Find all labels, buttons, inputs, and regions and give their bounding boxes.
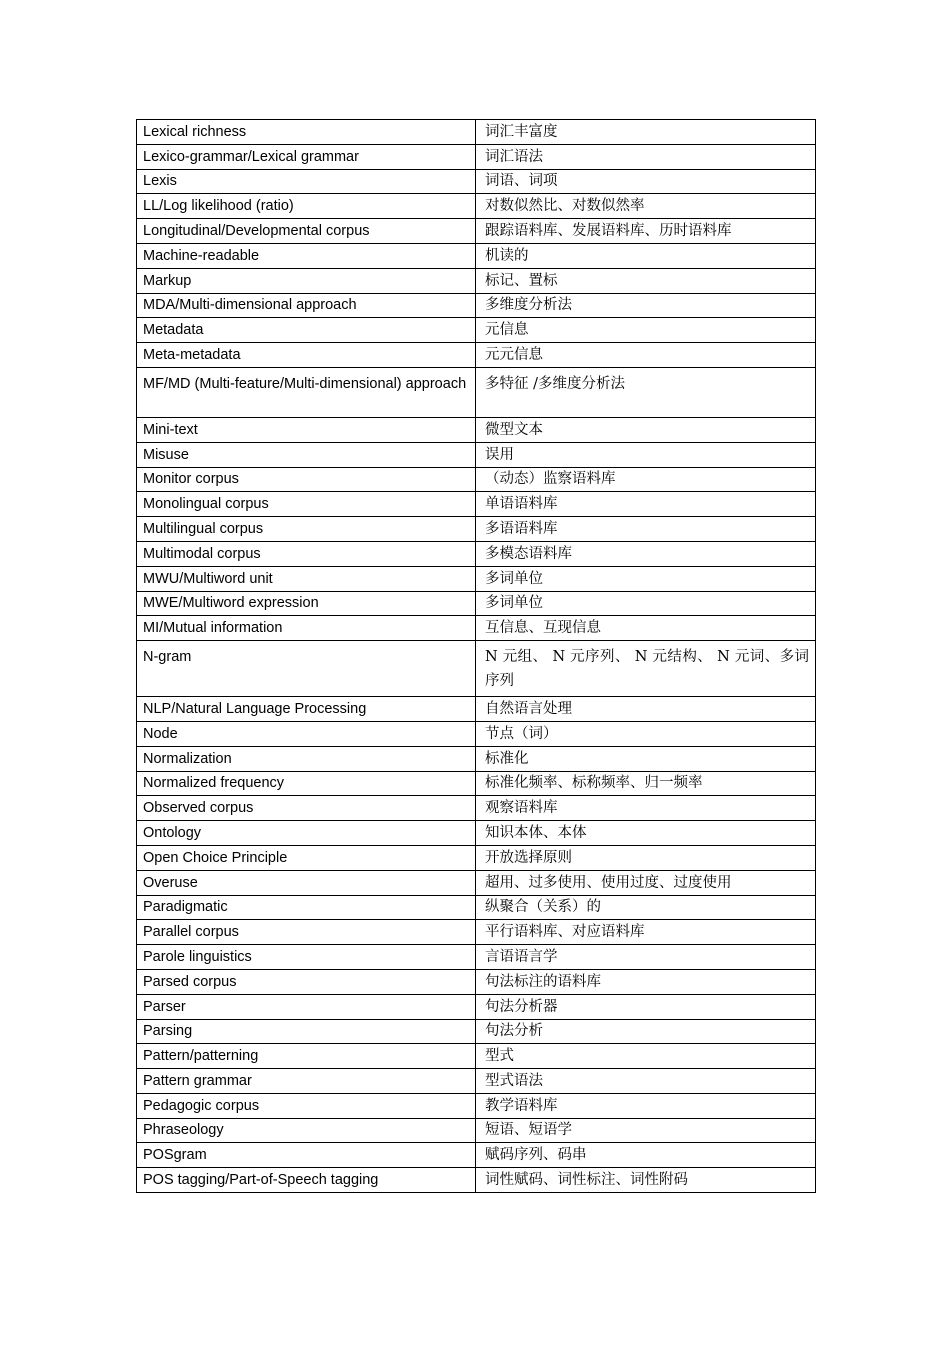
term-english: Lexis bbox=[137, 169, 476, 194]
term-english: Phraseology bbox=[137, 1118, 476, 1143]
table-row bbox=[137, 120, 816, 145]
term-chinese: 元元信息 bbox=[476, 343, 816, 368]
term-english: Normalized frequency bbox=[137, 771, 476, 796]
term-english: Mini-text bbox=[137, 417, 476, 442]
term-english: Parsed corpus bbox=[137, 969, 476, 994]
table-row bbox=[137, 268, 816, 293]
table-row bbox=[137, 1118, 816, 1143]
table-row bbox=[137, 641, 816, 697]
term-english: Normalization bbox=[137, 746, 476, 771]
term-english: Meta-metadata bbox=[137, 343, 476, 368]
term-chinese: 知识本体、本体 bbox=[476, 821, 816, 846]
term-english: Parser bbox=[137, 994, 476, 1019]
table-row bbox=[137, 591, 816, 616]
term-chinese: 词汇丰富度 bbox=[476, 120, 816, 145]
term-chinese: 多词单位 bbox=[476, 591, 816, 616]
term-english: Observed corpus bbox=[137, 796, 476, 821]
term-chinese: 赋码序列、码串 bbox=[476, 1143, 816, 1168]
term-english: Markup bbox=[137, 268, 476, 293]
term-english: Longitudinal/Developmental corpus bbox=[137, 219, 476, 244]
table-row bbox=[137, 219, 816, 244]
term-english: Pattern/patterning bbox=[137, 1044, 476, 1069]
term-english: Node bbox=[137, 721, 476, 746]
term-english: NLP/Natural Language Processing bbox=[137, 697, 476, 722]
term-chinese: 句法分析器 bbox=[476, 994, 816, 1019]
term-chinese: 型式 bbox=[476, 1044, 816, 1069]
table-row bbox=[137, 517, 816, 542]
term-english: Metadata bbox=[137, 318, 476, 343]
term-chinese: 机读的 bbox=[476, 243, 816, 268]
term-english: POS tagging/Part-of-Speech tagging bbox=[137, 1168, 476, 1193]
term-chinese: 节点（词） bbox=[476, 721, 816, 746]
term-chinese: 多特征 /多维度分析法 bbox=[476, 367, 816, 417]
term-english: Parallel corpus bbox=[137, 920, 476, 945]
term-english: Pedagogic corpus bbox=[137, 1093, 476, 1118]
table-row bbox=[137, 467, 816, 492]
term-english: MF/MD (Multi-feature/Multi-dimensional) approach bbox=[137, 367, 476, 417]
term-english: POSgram bbox=[137, 1143, 476, 1168]
term-chinese: 型式语法 bbox=[476, 1069, 816, 1094]
term-chinese: 句法标注的语料库 bbox=[476, 969, 816, 994]
term-english: MWE/Multiword expression bbox=[137, 591, 476, 616]
table-row bbox=[137, 367, 816, 417]
term-english: Parsing bbox=[137, 1019, 476, 1044]
table-row bbox=[137, 243, 816, 268]
term-english: Misuse bbox=[137, 442, 476, 467]
term-chinese: 短语、短语学 bbox=[476, 1118, 816, 1143]
table-row bbox=[137, 442, 816, 467]
term-chinese: 观察语料库 bbox=[476, 796, 816, 821]
table-row bbox=[137, 293, 816, 318]
glossary-table bbox=[136, 119, 816, 1193]
term-chinese: 自然语言处理 bbox=[476, 697, 816, 722]
term-english: Lexico-grammar/Lexical grammar bbox=[137, 144, 476, 169]
term-english: N-gram bbox=[137, 641, 476, 697]
term-english: MWU/Multiword unit bbox=[137, 566, 476, 591]
term-english: Pattern grammar bbox=[137, 1069, 476, 1094]
term-chinese: 多维度分析法 bbox=[476, 293, 816, 318]
table-row bbox=[137, 144, 816, 169]
term-english: Open Choice Principle bbox=[137, 845, 476, 870]
table-row bbox=[137, 492, 816, 517]
table-row bbox=[137, 721, 816, 746]
table-row bbox=[137, 566, 816, 591]
term-chinese: 词性赋码、词性标注、词性附码 bbox=[476, 1168, 816, 1193]
term-chinese: 开放选择原则 bbox=[476, 845, 816, 870]
term-chinese: 教学语料库 bbox=[476, 1093, 816, 1118]
table-row bbox=[137, 1069, 816, 1094]
table-row bbox=[137, 870, 816, 895]
term-english: Overuse bbox=[137, 870, 476, 895]
table-row bbox=[137, 969, 816, 994]
table-row bbox=[137, 845, 816, 870]
table-row bbox=[137, 1143, 816, 1168]
table-row bbox=[137, 796, 816, 821]
table-row bbox=[137, 746, 816, 771]
term-english: MDA/Multi-dimensional approach bbox=[137, 293, 476, 318]
term-chinese: 标记、置标 bbox=[476, 268, 816, 293]
term-chinese: 多模态语料库 bbox=[476, 541, 816, 566]
term-chinese: 句法分析 bbox=[476, 1019, 816, 1044]
term-chinese: 词语、词项 bbox=[476, 169, 816, 194]
term-english: Multimodal corpus bbox=[137, 541, 476, 566]
term-chinese: 平行语料库、对应语料库 bbox=[476, 920, 816, 945]
term-english: Multilingual corpus bbox=[137, 517, 476, 542]
table-row bbox=[137, 994, 816, 1019]
table-row bbox=[137, 318, 816, 343]
term-chinese: （动态）监察语料库 bbox=[476, 467, 816, 492]
term-chinese: 互信息、互现信息 bbox=[476, 616, 816, 641]
term-chinese: 词汇语法 bbox=[476, 144, 816, 169]
table-row bbox=[137, 771, 816, 796]
term-chinese: 多语语料库 bbox=[476, 517, 816, 542]
table-row bbox=[137, 895, 816, 920]
term-english: Monolingual corpus bbox=[137, 492, 476, 517]
term-english: MI/Mutual information bbox=[137, 616, 476, 641]
term-chinese: 标准化频率、标称频率、归一频率 bbox=[476, 771, 816, 796]
table-row bbox=[137, 343, 816, 368]
table-row bbox=[137, 1093, 816, 1118]
term-chinese: 跟踪语料库、发展语料库、历时语料库 bbox=[476, 219, 816, 244]
term-chinese: 纵聚合（关系）的 bbox=[476, 895, 816, 920]
table-row bbox=[137, 1019, 816, 1044]
term-chinese: 言语语言学 bbox=[476, 945, 816, 970]
table-row bbox=[137, 616, 816, 641]
term-english: Paradigmatic bbox=[137, 895, 476, 920]
table-row bbox=[137, 945, 816, 970]
table-row bbox=[137, 417, 816, 442]
term-chinese: 元信息 bbox=[476, 318, 816, 343]
term-english: Parole linguistics bbox=[137, 945, 476, 970]
table-row bbox=[137, 1044, 816, 1069]
term-english: LL/Log likelihood (ratio) bbox=[137, 194, 476, 219]
table-row bbox=[137, 821, 816, 846]
term-chinese: 标准化 bbox=[476, 746, 816, 771]
table-row bbox=[137, 194, 816, 219]
term-chinese: 误用 bbox=[476, 442, 816, 467]
glossary-table-body bbox=[137, 120, 816, 1193]
table-row bbox=[137, 697, 816, 722]
term-chinese: 单语语料库 bbox=[476, 492, 816, 517]
term-chinese: N 元组、 N 元序列、 N 元结构、 N 元词、多词序列 bbox=[476, 641, 816, 697]
term-chinese: 超用、过多使用、使用过度、过度使用 bbox=[476, 870, 816, 895]
term-english: Machine-readable bbox=[137, 243, 476, 268]
term-chinese: 多词单位 bbox=[476, 566, 816, 591]
table-row bbox=[137, 920, 816, 945]
term-chinese: 微型文本 bbox=[476, 417, 816, 442]
term-english: Ontology bbox=[137, 821, 476, 846]
term-english: Monitor corpus bbox=[137, 467, 476, 492]
table-row bbox=[137, 541, 816, 566]
term-chinese: 对数似然比、对数似然率 bbox=[476, 194, 816, 219]
term-english: Lexical richness bbox=[137, 120, 476, 145]
table-row bbox=[137, 169, 816, 194]
table-row bbox=[137, 1168, 816, 1193]
